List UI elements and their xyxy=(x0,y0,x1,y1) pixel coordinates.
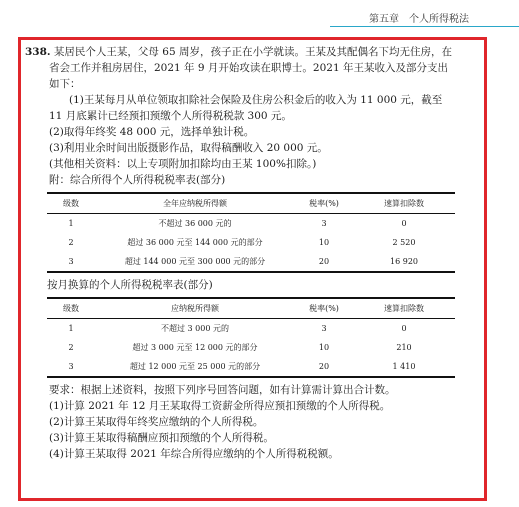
col-level: 级数 xyxy=(47,193,95,214)
intro-line-2: 省会工作并租房居住，2021 年 9 月开始攻读在职博士。2021 年王某收入及部分支出 xyxy=(49,62,448,74)
sub-question-4: (4)计算王某取得 2021 年综合所得应缴纳的个人所得税税额。 xyxy=(49,448,339,460)
table-row xyxy=(47,252,455,272)
item-1-line-2: 11 月底累计已经预扣预缴个人所得税税款 300 元。 xyxy=(49,110,292,122)
requirement: 要求：根据上述资料，按照下列序号回答问题，如有计算需计算出合计数。 xyxy=(49,384,396,396)
cell: 超过 36 000 元至 144 000 元的部分 xyxy=(127,237,263,247)
col-deduction: 速算扣除数 xyxy=(353,298,455,319)
cell: 3 xyxy=(47,357,95,377)
table-row xyxy=(47,357,455,377)
note: (其他相关资料：以上专项附加扣除均由王某 100%扣除。) xyxy=(49,158,317,170)
highlight-frame xyxy=(18,37,487,501)
cell: 210 xyxy=(396,342,412,352)
cell: 0 xyxy=(401,218,407,228)
item-1-line-1: (1)王某每月从单位领取扣除社会保险及住房公积金后的收入为 11 000 元，截至 xyxy=(69,94,443,106)
cell: 2 xyxy=(68,342,74,352)
cell: 3 xyxy=(321,218,327,228)
sub-question-2: (2)计算王某取得年终奖应缴纳的个人所得税。 xyxy=(49,416,264,428)
cell: 20 xyxy=(295,252,353,272)
cell: 0 xyxy=(401,323,407,333)
col-rate: 税率(%) xyxy=(295,298,353,319)
cell: 1 410 xyxy=(353,357,455,377)
cell: 2 520 xyxy=(392,237,416,247)
cell: 10 xyxy=(318,342,330,352)
cell: 10 xyxy=(318,237,330,247)
cell: 3 xyxy=(321,323,327,333)
table-row xyxy=(47,233,455,252)
page-header xyxy=(0,0,519,30)
col-income: 应纳税所得额 xyxy=(95,298,295,319)
col-income: 全年应纳税所得额 xyxy=(95,193,295,214)
sub-question-1: (1)计算 2021 年 12 月王某取得工资薪金所得应预扣预缴的个人所得税。 xyxy=(49,400,391,412)
table2-caption: 按月换算的个人所得税税率表(部分) xyxy=(47,279,213,291)
table-row xyxy=(47,214,455,234)
cell: 1 xyxy=(68,218,74,228)
question-content xyxy=(25,44,478,462)
cell: 超过 144 000 元至 300 000 元的部分 xyxy=(95,252,295,272)
col-deduction: 速算扣除数 xyxy=(353,193,455,214)
col-level: 级数 xyxy=(47,298,95,319)
cell: 16 920 xyxy=(353,252,455,272)
cell: 20 xyxy=(295,357,353,377)
monthly-tax-rate-table xyxy=(47,297,455,378)
cell: 3 xyxy=(47,252,95,272)
annual-tax-rate-table xyxy=(47,192,455,273)
item-3: (3)利用业余时间出版摄影作品，取得稿酬收入 20 000 元。 xyxy=(49,142,328,154)
header-rule xyxy=(330,26,519,27)
cell: 2 xyxy=(68,237,74,247)
item-2: (2)取得年终奖 48 000 元，选择单独计税。 xyxy=(49,126,255,138)
table-header-row xyxy=(47,298,455,319)
chapter-title: 第五章 个人所得税法 xyxy=(369,14,469,25)
table-header-row xyxy=(47,193,455,214)
cell: 不超过 36 000 元的 xyxy=(158,218,232,228)
cell: 1 xyxy=(68,323,74,333)
question-number: 338. xyxy=(25,46,51,58)
cell: 超过 12 000 元至 25 000 元的部分 xyxy=(95,357,295,377)
cell: 超过 3 000 元至 12 000 元的部分 xyxy=(132,342,258,352)
col-rate: 税率(%) xyxy=(295,193,353,214)
table1-caption: 附：综合所得个人所得税税率表(部分) xyxy=(49,174,226,186)
intro-line-3: 如下： xyxy=(49,78,81,90)
table-row xyxy=(47,319,455,339)
intro-line-1: 338. 某居民个人王某，父母 65 周岁，孩子正在小学就读。王某及其配偶名下均无住房，在 xyxy=(25,46,452,58)
table-row xyxy=(47,338,455,357)
sub-question-3: (3)计算王某取得稿酬应预扣预缴的个人所得税。 xyxy=(49,432,274,444)
cell: 不超过 3 000 元的 xyxy=(161,323,229,333)
